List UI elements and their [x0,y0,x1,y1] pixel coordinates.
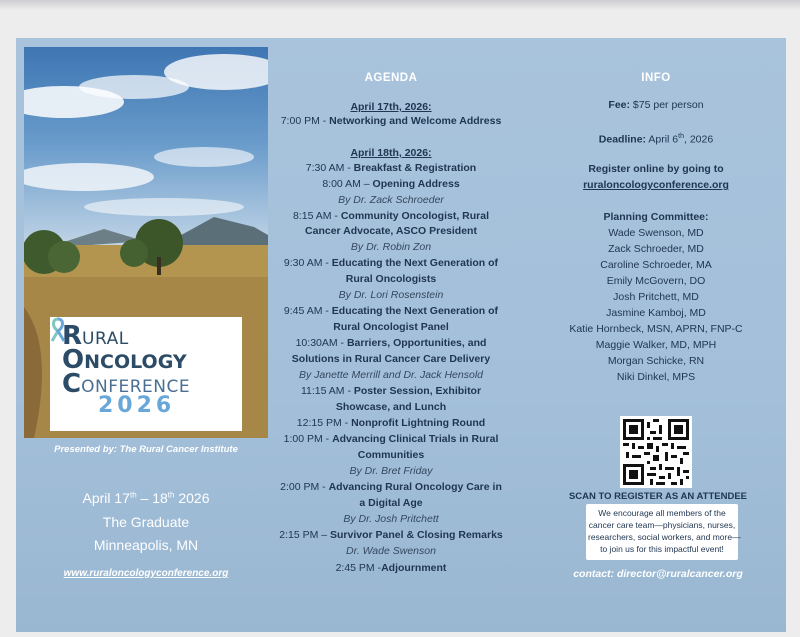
list-item: 11:15 AM - Poster Session, Exhibitor [300,385,482,397]
list-item: 7:30 AM - Breakfast & Registration [305,162,477,174]
committee-heading: Planning Committee: [603,211,709,223]
conference-logo [50,317,242,431]
registration-qr-code[interactable] [620,416,692,488]
committee-member: Zack Schroeder, MD [608,243,704,255]
committee-member: Jasmine Kamboj, MD [606,307,706,319]
committee-member: Josh Pritchett, MD [613,291,699,303]
list-item-cont: a Digital Age [359,497,423,509]
encourage-line: to join us for this impactful event! [600,544,724,554]
committee-member: Morgan Schicke, RN [607,355,705,367]
committee-member: Katie Hornbeck, MSN, APRN, FNP-C [569,323,743,335]
encourage-line: We encourage all members of the [598,508,726,518]
list-item: 10:30AM - Barriers, Opportunities, and [295,337,487,349]
list-item-cont: Cancer Advocate, ASCO President [305,225,477,237]
speaker-line: By Dr. Josh Pritchett [343,513,439,525]
list-item: 12:15 PM - Nonprofit Lightning Round [296,417,486,429]
committee-member: Niki Dinkel, MPS [616,371,696,383]
register-line: Register online by going to [588,163,724,175]
logo-initial-r: R [62,321,83,351]
speaker-line: By Dr. Zack Schroeder [338,194,444,206]
speaker-line: By Dr. Bret Friday [349,465,433,477]
encourage-line: researchers, social workers, and more— [588,532,741,542]
window-top-bar [0,0,800,10]
speaker-line: By Dr. Lori Rosenstein [338,289,444,301]
agenda-heading: AGENDA [364,72,418,84]
qr-code-icon [623,419,689,485]
list-item: 8:15 AM - Community Oncologist, Rural [292,210,490,222]
website-link[interactable]: www.ruraloncologyconference.org [63,568,229,579]
event-city: Minneapolis, MN [93,537,199,553]
fee-line: Fee: $75 per person [608,99,704,111]
list-item-cont: Rural Oncologist Panel [333,321,449,333]
list-item: 2:45 PM -Adjournment [335,562,447,574]
presented-by: Presented by: The Rural Cancer Institute [54,444,238,455]
list-item: 1:00 PM - Advancing Clinical Trials in Rural [283,433,499,445]
list-item: 8:00 AM – Opening Address [322,178,460,190]
event-dates: April 17th – 18th 2026 [82,490,210,506]
committee-member: Maggie Walker, MD, MPH [595,339,717,351]
speaker-line: Dr. Wade Swenson [346,545,436,557]
register-url-link[interactable]: ruraloncologyconference.org [583,179,729,191]
logo-initial-c: C [62,369,82,399]
list-item: 2:15 PM – Survivor Panel & Closing Remarks [279,529,503,541]
encourage-box [586,504,741,560]
list-item: 7:00 PM - Networking and Welcome Address [280,115,502,127]
list-item: 9:45 AM - Educating the Next Generation of [283,305,499,317]
logo-word-conference: ONFERENCE [81,377,191,397]
list-item-cont: Solutions in Rural Cancer Care Delivery [291,353,491,365]
deadline-line: Deadline: April 6th, 2026 [598,133,714,146]
brochure [16,38,786,632]
speaker-line: By Dr. Robin Zon [350,241,432,253]
speaker-line: By Janette Merrill and Dr. Jack Hensold [298,369,484,381]
logo-word-rural: URAL [82,329,129,349]
committee-member: Emily McGovern, DO [606,275,706,287]
list-item-cont: Communities [357,449,425,461]
agenda-day2-date: April 18th, 2026: [350,147,432,159]
landscape-photo [24,47,268,438]
contact-email[interactable]: contact: director@ruralcancer.org [573,568,743,580]
committee-member: Wade Swenson, MD [608,227,704,239]
info-heading: INFO [641,72,671,84]
logo-year: 2026 [98,393,176,418]
logo-initial-o: O [62,345,85,375]
encourage-line: cancer care team—physicians, nurses, [588,520,736,530]
list-item: 9:30 AM - Educating the Next Generation of [283,257,499,269]
scan-label: SCAN TO REGISTER AS AN ATTENDEE [568,491,748,502]
committee-member: Caroline Schroeder, MA [600,259,712,271]
list-item-cont: Rural Oncologists [345,273,437,285]
list-item-cont: Showcase, and Lunch [335,401,447,413]
event-venue: The Graduate [102,514,190,530]
awareness-ribbon-icon [50,317,66,343]
list-item: 2:00 PM - Advancing Rural Oncology Care in [280,481,502,493]
logo-word-oncology: NCOLOGY [84,351,187,373]
agenda-day1-date: April 17th, 2026: [350,101,432,113]
